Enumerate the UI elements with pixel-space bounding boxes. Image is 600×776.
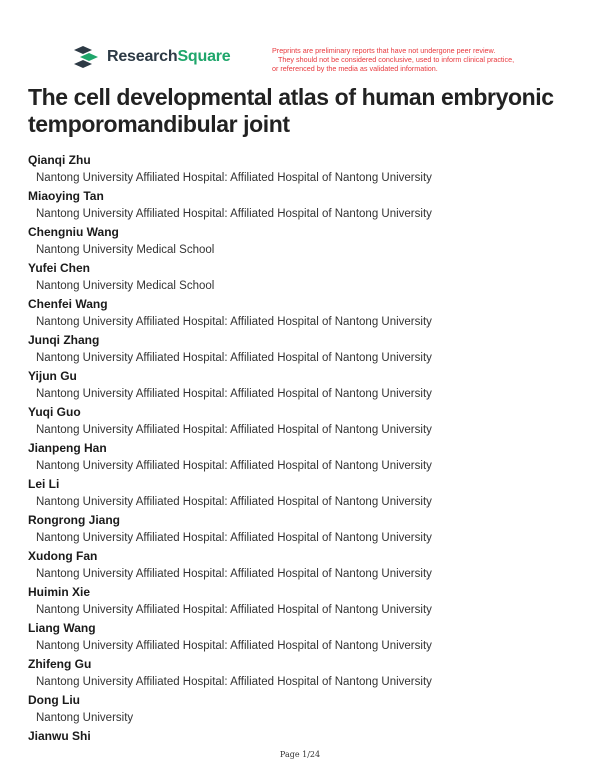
author-name: Dong Liu [28,693,80,707]
logo-word-research: Research [107,48,178,65]
author-entry [28,296,588,332]
author-entry [28,224,588,260]
author-entry [28,584,588,620]
author-affiliation: Nantong University Affiliated Hospital: Affiliated Hospital of Nantong University [36,604,432,616]
author-affiliation: Nantong University Affiliated Hospital: Affiliated Hospital of Nantong University [36,568,432,580]
author-name: Rongrong Jiang [28,513,120,527]
author-name: Jianpeng Han [28,441,107,455]
logo-word-square: Square [177,48,231,65]
logo-wordmark [107,48,231,66]
author-affiliation: Nantong University Affiliated Hospital: Affiliated Hospital of Nantong University [36,352,432,364]
author-entry [28,152,588,188]
disclaimer-line: Preprints are preliminary reports that have not undergone peer review. [272,46,496,55]
page-header [74,46,544,76]
disclaimer-line: or referenced by the media as validated information. [272,64,438,73]
author-entry [28,404,588,440]
preprint-disclaimer [272,46,544,73]
author-name: Huimin Xie [28,585,91,599]
author-name: Chengniu Wang [28,225,119,239]
author-affiliation: Nantong University Affiliated Hospital: Affiliated Hospital of Nantong University [36,676,432,688]
author-entry [28,548,588,584]
author-affiliation: Nantong University Affiliated Hospital: Affiliated Hospital of Nantong University [36,316,432,328]
paper-title: The cell developmental atlas of human embryonic temporomandibular joint [28,84,554,137]
author-name: Yuqi Guo [28,405,81,419]
author-affiliation: Nantong University Medical School [36,244,215,256]
author-name: Zhifeng Gu [28,657,92,671]
author-name: Miaoying Tan [28,189,104,203]
author-name: Yijun Gu [28,369,77,383]
author-affiliation: Nantong University Affiliated Hospital: Affiliated Hospital of Nantong University [36,460,432,472]
author-name: Qianqi Zhu [28,153,91,167]
author-affiliation: Nantong University Affiliated Hospital: Affiliated Hospital of Nantong University [36,424,432,436]
research-square-logo[interactable] [74,46,231,68]
author-entry [28,188,588,224]
author-affiliation: Nantong University Affiliated Hospital: Affiliated Hospital of Nantong University [36,496,432,508]
author-name: Lei Li [28,477,60,491]
author-entry [28,476,588,512]
author-name: Chenfei Wang [28,297,108,311]
author-entry [28,512,588,548]
author-name: Yufei Chen [28,261,91,275]
author-name: Xudong Fan [28,549,98,563]
author-affiliation: Nantong University Affiliated Hospital: Affiliated Hospital of Nantong University [36,640,432,652]
author-entry [28,656,588,692]
author-name: Liang Wang [28,621,96,635]
page-number: Page 1/24 [279,750,321,759]
author-affiliation: Nantong University Affiliated Hospital: Affiliated Hospital of Nantong University [36,172,432,184]
author-entry [28,260,588,296]
research-square-logo-icon [74,46,100,68]
author-affiliation: Nantong University Affiliated Hospital: Affiliated Hospital of Nantong University [36,388,432,400]
author-affiliation: Nantong University [36,712,134,724]
author-entry [28,368,588,404]
author-list [28,152,588,764]
author-affiliation: Nantong University Affiliated Hospital: Affiliated Hospital of Nantong University [36,532,432,544]
disclaimer-line: They should not be considered conclusive, used to inform clinical practice, [278,55,515,64]
author-affiliation: Nantong University Medical School [36,280,215,292]
author-entry [28,692,588,728]
author-affiliation: Nantong University Affiliated Hospital: Affiliated Hospital of Nantong University [36,208,432,220]
author-entry [28,332,588,368]
author-name: Jianwu Shi [28,729,91,743]
author-name: Junqi Zhang [28,333,100,347]
author-entry [28,620,588,656]
author-entry [28,440,588,476]
